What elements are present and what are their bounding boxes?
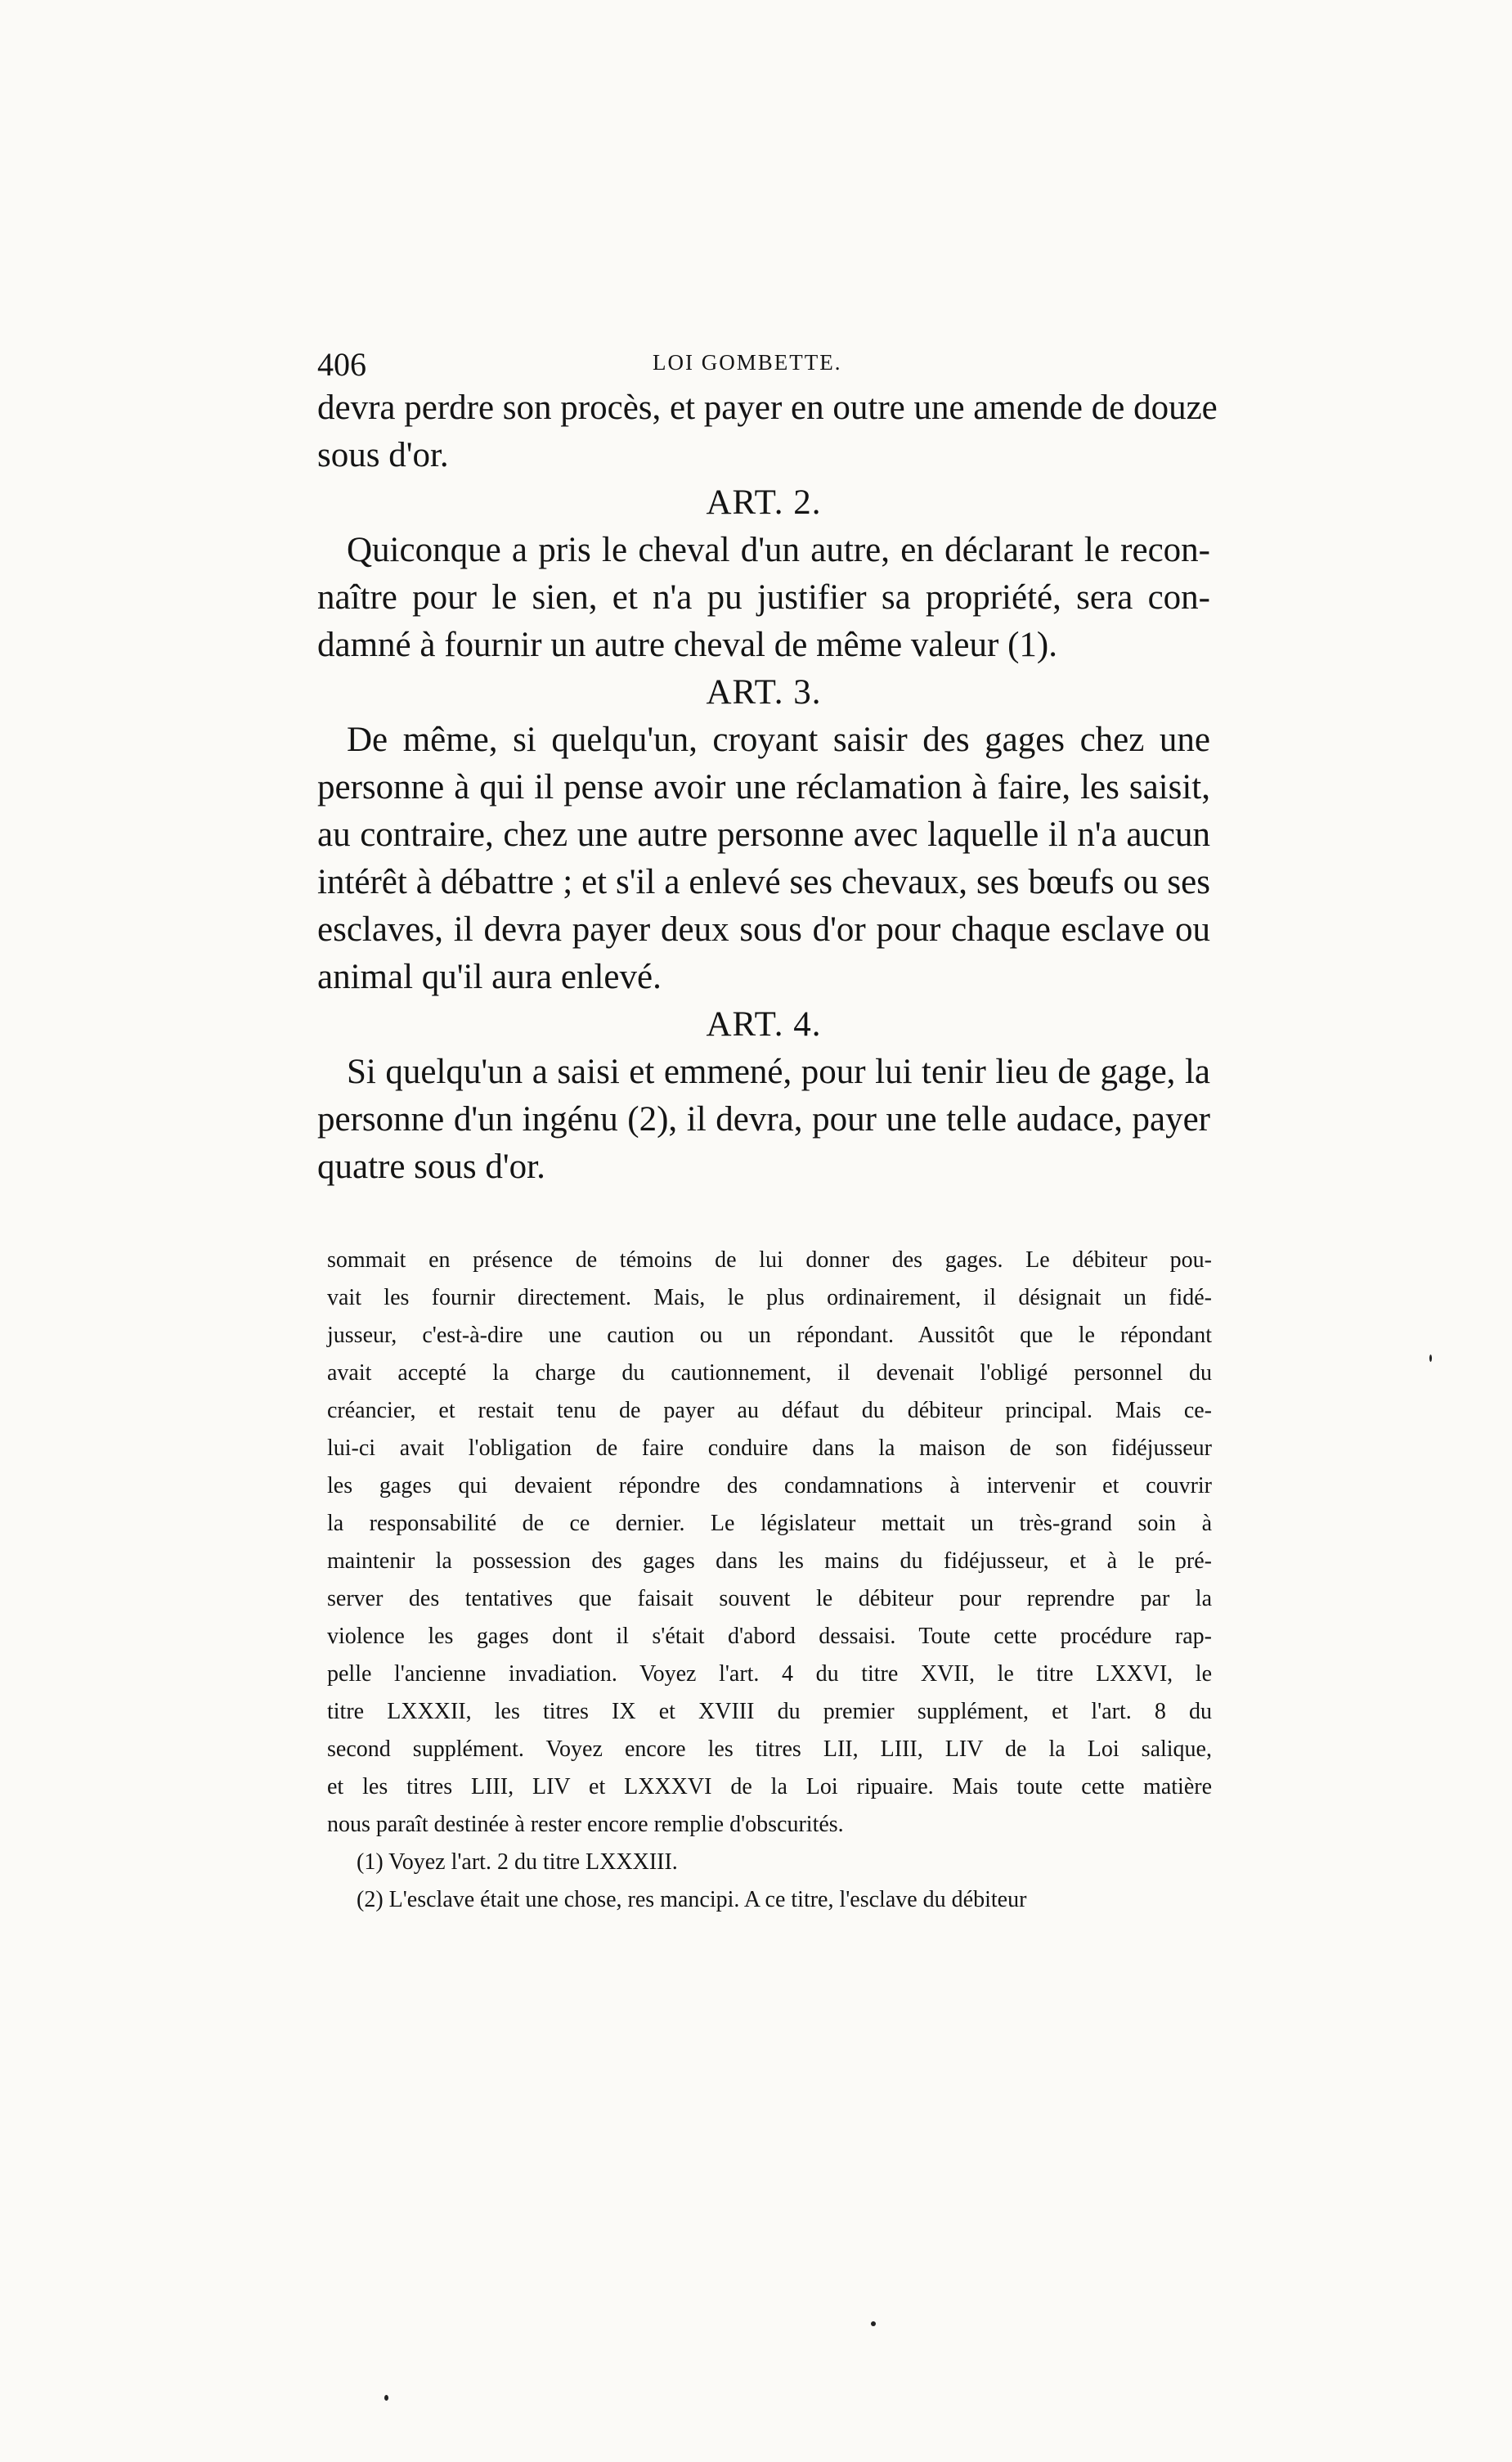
footnote-line: violence les gages dont il s'était d'abord dessaisi. Toute cette procédure rap-: [327, 1624, 1212, 1649]
footnote-line: nous paraît destinée à rester encore remplie d'obscurités.: [327, 1812, 844, 1837]
footnote-line: vait les fournir directement. Mais, le plus ordinairement, il désignait un fidé-: [327, 1285, 1212, 1310]
text-line: Si quelqu'un a saisi et emmené, pour lui tenir lieu de gage, la: [347, 1053, 1210, 1091]
footnote-line: second supplément. Voyez encore les titres LII, LIII, LIV de la Loi salique,: [327, 1736, 1212, 1762]
footnote-line: avait accepté la charge du cautionnement, il devenait l'obligé personnel du: [327, 1360, 1212, 1386]
article-heading: ART. 4.: [706, 1005, 822, 1044]
article-heading: ART. 3.: [706, 673, 822, 712]
text-line: devra perdre son procès, et payer en outre une amende de douze: [317, 389, 1218, 427]
footnote-line: maintenir la possession des gages dans les mains du fidéjusseur, et à le pré-: [327, 1548, 1212, 1574]
text-line: sous d'or.: [317, 436, 449, 474]
page-number: 406: [317, 346, 366, 383]
page-header: [317, 342, 1210, 391]
footnote-line: les gages qui devaient répondre des condamnations à intervenir et couvrir: [327, 1473, 1212, 1498]
footnote-1: (1) Voyez l'art. 2 du titre LXXXIII.: [357, 1849, 678, 1875]
text-line: quatre sous d'or.: [317, 1148, 545, 1186]
footnote-2: (2) L'esclave était une chose, res mancipi. A ce titre, l'esclave du débiteur: [357, 1887, 1027, 1912]
footnote-line: créancier, et restait tenu de payer au défaut du débiteur principal. Mais ce-: [327, 1398, 1212, 1423]
text-line: personne d'un ingénu (2), il devra, pour une telle audace, payer: [317, 1100, 1210, 1139]
text-line: esclaves, il devra payer deux sous d'or pour chaque esclave ou: [317, 910, 1210, 949]
text-line: au contraire, chez une autre personne avec laquelle il n'a aucun: [317, 815, 1210, 854]
footnotes: [327, 1242, 1212, 1919]
footnote-line: et les titres LIII, LIV et LXXXVI de la Loi ripuaire. Mais toute cette matière: [327, 1774, 1212, 1799]
main-text: [317, 384, 1218, 1191]
text-line: naître pour le sien, et n'a pu justifier sa propriété, sera con-: [317, 578, 1210, 617]
text-line: De même, si quelqu'un, croyant saisir des gages chez une: [347, 721, 1210, 759]
footnote-line: lui-ci avait l'obligation de faire conduire dans la maison de son fidéjusseur: [327, 1435, 1212, 1461]
running-title: LOI GOMBETTE.: [653, 350, 842, 375]
footnote-line: titre LXXXII, les titres IX et XVIII du premier supplément, et l'art. 8 du: [327, 1699, 1212, 1724]
text-line: Quiconque a pris le cheval d'un autre, en déclarant le recon-: [347, 531, 1210, 569]
text-line: damné à fournir un autre cheval de même valeur (1).: [317, 626, 1057, 664]
footnote-line: server des tentatives que faisait souvent le débiteur pour reprendre par la: [327, 1586, 1212, 1611]
text-line: intérêt à débattre ; et s'il a enlevé ses chevaux, ses bœufs ou ses: [317, 863, 1210, 901]
text-line: personne à qui il pense avoir une réclamation à faire, les saisit,: [317, 768, 1210, 806]
text-line: animal qu'il aura enlevé.: [317, 958, 662, 996]
footnote-line: sommait en présence de témoins de lui donner des gages. Le débiteur pou-: [327, 1247, 1212, 1273]
ink-speck: [384, 2395, 388, 2401]
footnote-line: pelle l'ancienne invadiation. Voyez l'art. 4 du titre XVII, le titre LXXVI, le: [327, 1661, 1212, 1687]
article-heading: ART. 2.: [706, 483, 822, 522]
footnote-line: la responsabilité de ce dernier. Le législateur mettait un très-grand soin à: [327, 1511, 1212, 1536]
ink-speck: [1429, 1355, 1432, 1362]
ink-speck: [871, 2321, 876, 2326]
footnote-line: jusseur, c'est-à-dire une caution ou un répondant. Aussitôt que le répondant: [327, 1323, 1212, 1348]
